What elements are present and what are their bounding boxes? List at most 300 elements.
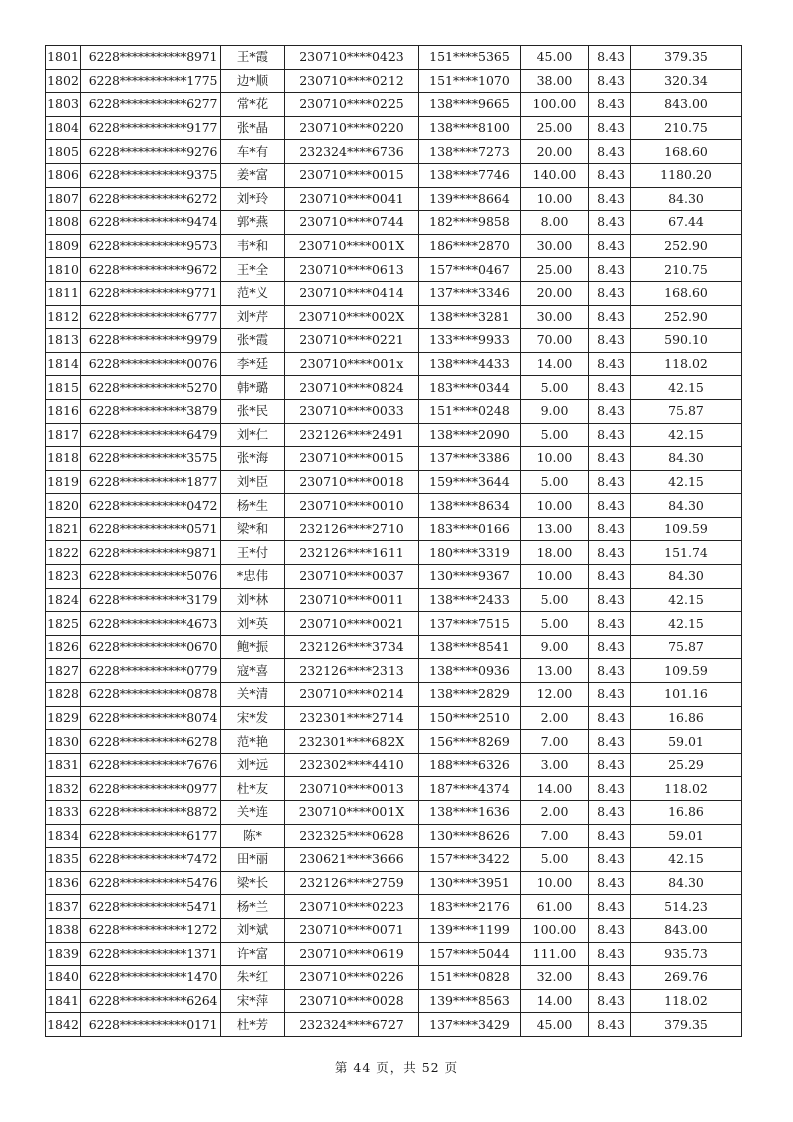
table-row bbox=[46, 541, 742, 565]
row-number-cell: 1832 bbox=[46, 777, 81, 801]
person-name-cell: 杨*生 bbox=[221, 494, 285, 518]
person-name-cell: 刘*仁 bbox=[221, 423, 285, 447]
quantity-cell: 9.00 bbox=[521, 399, 589, 423]
row-number-cell: 1829 bbox=[46, 706, 81, 730]
unit-price-cell: 8.43 bbox=[589, 494, 631, 518]
table-row bbox=[46, 211, 742, 235]
quantity-cell: 10.00 bbox=[521, 187, 589, 211]
phone-number-cell: 183****0166 bbox=[419, 517, 521, 541]
phone-number-cell: 151****0828 bbox=[419, 966, 521, 990]
phone-number-cell: 157****5044 bbox=[419, 942, 521, 966]
card-number-cell: 6228***********7676 bbox=[81, 753, 221, 777]
row-number-cell: 1840 bbox=[46, 966, 81, 990]
person-name-cell: 韩*璐 bbox=[221, 376, 285, 400]
id-number-cell: 232126****2313 bbox=[285, 659, 419, 683]
unit-price-cell: 8.43 bbox=[589, 895, 631, 919]
row-number-cell: 1842 bbox=[46, 1013, 81, 1037]
card-number-cell: 6228***********3179 bbox=[81, 588, 221, 612]
table-row bbox=[46, 730, 742, 754]
phone-number-cell: 138****2829 bbox=[419, 683, 521, 707]
quantity-cell: 3.00 bbox=[521, 753, 589, 777]
quantity-cell: 2.00 bbox=[521, 801, 589, 825]
amount-cell: 25.29 bbox=[631, 753, 742, 777]
card-number-cell: 6228***********6777 bbox=[81, 305, 221, 329]
unit-price-cell: 8.43 bbox=[589, 258, 631, 282]
table-row bbox=[46, 376, 742, 400]
amount-cell: 42.15 bbox=[631, 376, 742, 400]
id-number-cell: 230710****0013 bbox=[285, 777, 419, 801]
unit-price-cell: 8.43 bbox=[589, 211, 631, 235]
card-number-cell: 6228***********0779 bbox=[81, 659, 221, 683]
amount-cell: 118.02 bbox=[631, 352, 742, 376]
table-row bbox=[46, 565, 742, 589]
phone-number-cell: 138****1636 bbox=[419, 801, 521, 825]
card-number-cell: 6228***********0878 bbox=[81, 683, 221, 707]
unit-price-cell: 8.43 bbox=[589, 447, 631, 471]
phone-number-cell: 137****3429 bbox=[419, 1013, 521, 1037]
table-row bbox=[46, 163, 742, 187]
amount-cell: 109.59 bbox=[631, 517, 742, 541]
person-name-cell: *忠伟 bbox=[221, 565, 285, 589]
card-number-cell: 6228***********9672 bbox=[81, 258, 221, 282]
table-row bbox=[46, 494, 742, 518]
person-name-cell: 许*富 bbox=[221, 942, 285, 966]
table-row bbox=[46, 966, 742, 990]
phone-number-cell: 138****7273 bbox=[419, 140, 521, 164]
amount-cell: 59.01 bbox=[631, 824, 742, 848]
person-name-cell: 王*全 bbox=[221, 258, 285, 282]
table-row bbox=[46, 635, 742, 659]
quantity-cell: 25.00 bbox=[521, 116, 589, 140]
row-number-cell: 1831 bbox=[46, 753, 81, 777]
unit-price-cell: 8.43 bbox=[589, 541, 631, 565]
quantity-cell: 100.00 bbox=[521, 918, 589, 942]
phone-number-cell: 139****8563 bbox=[419, 989, 521, 1013]
id-number-cell: 230710****0613 bbox=[285, 258, 419, 282]
person-name-cell: 张*海 bbox=[221, 447, 285, 471]
table-row bbox=[46, 895, 742, 919]
person-name-cell: 鲍*振 bbox=[221, 635, 285, 659]
quantity-cell: 5.00 bbox=[521, 848, 589, 872]
unit-price-cell: 8.43 bbox=[589, 399, 631, 423]
phone-number-cell: 182****9858 bbox=[419, 211, 521, 235]
amount-cell: 84.30 bbox=[631, 447, 742, 471]
phone-number-cell: 150****2510 bbox=[419, 706, 521, 730]
row-number-cell: 1836 bbox=[46, 871, 81, 895]
unit-price-cell: 8.43 bbox=[589, 753, 631, 777]
row-number-cell: 1828 bbox=[46, 683, 81, 707]
id-number-cell: 230710****0011 bbox=[285, 588, 419, 612]
amount-cell: 379.35 bbox=[631, 1013, 742, 1037]
card-number-cell: 6228***********9177 bbox=[81, 116, 221, 140]
person-name-cell: 杜*芳 bbox=[221, 1013, 285, 1037]
row-number-cell: 1807 bbox=[46, 187, 81, 211]
amount-cell: 84.30 bbox=[631, 494, 742, 518]
quantity-cell: 61.00 bbox=[521, 895, 589, 919]
quantity-cell: 5.00 bbox=[521, 423, 589, 447]
amount-cell: 84.30 bbox=[631, 565, 742, 589]
table-row bbox=[46, 258, 742, 282]
row-number-cell: 1812 bbox=[46, 305, 81, 329]
quantity-cell: 5.00 bbox=[521, 470, 589, 494]
person-name-cell: 张*霞 bbox=[221, 329, 285, 353]
id-number-cell: 232325****0628 bbox=[285, 824, 419, 848]
quantity-cell: 45.00 bbox=[521, 46, 589, 70]
card-number-cell: 6228***********0571 bbox=[81, 517, 221, 541]
amount-cell: 514.23 bbox=[631, 895, 742, 919]
quantity-cell: 25.00 bbox=[521, 258, 589, 282]
person-name-cell: 陈* bbox=[221, 824, 285, 848]
row-number-cell: 1833 bbox=[46, 801, 81, 825]
row-number-cell: 1816 bbox=[46, 399, 81, 423]
person-name-cell: 张*晶 bbox=[221, 116, 285, 140]
row-number-cell: 1818 bbox=[46, 447, 81, 471]
unit-price-cell: 8.43 bbox=[589, 659, 631, 683]
phone-number-cell: 183****0344 bbox=[419, 376, 521, 400]
unit-price-cell: 8.43 bbox=[589, 730, 631, 754]
table-row bbox=[46, 281, 742, 305]
card-number-cell: 6228***********0076 bbox=[81, 352, 221, 376]
row-number-cell: 1813 bbox=[46, 329, 81, 353]
unit-price-cell: 8.43 bbox=[589, 140, 631, 164]
table-row bbox=[46, 234, 742, 258]
id-number-cell: 230710****0071 bbox=[285, 918, 419, 942]
card-number-cell: 6228***********6278 bbox=[81, 730, 221, 754]
card-number-cell: 6228***********8074 bbox=[81, 706, 221, 730]
table-row bbox=[46, 777, 742, 801]
quantity-cell: 5.00 bbox=[521, 588, 589, 612]
quantity-cell: 14.00 bbox=[521, 352, 589, 376]
amount-cell: 75.87 bbox=[631, 635, 742, 659]
card-number-cell: 6228***********9771 bbox=[81, 281, 221, 305]
quantity-cell: 2.00 bbox=[521, 706, 589, 730]
card-number-cell: 6228***********4673 bbox=[81, 612, 221, 636]
id-number-cell: 230710****001x bbox=[285, 352, 419, 376]
row-number-cell: 1801 bbox=[46, 46, 81, 70]
card-number-cell: 6228***********6177 bbox=[81, 824, 221, 848]
id-number-cell: 230710****0824 bbox=[285, 376, 419, 400]
quantity-cell: 30.00 bbox=[521, 305, 589, 329]
amount-cell: 151.74 bbox=[631, 541, 742, 565]
card-number-cell: 6228***********1272 bbox=[81, 918, 221, 942]
unit-price-cell: 8.43 bbox=[589, 706, 631, 730]
phone-number-cell: 138****2090 bbox=[419, 423, 521, 447]
card-number-cell: 6228***********1877 bbox=[81, 470, 221, 494]
row-number-cell: 1804 bbox=[46, 116, 81, 140]
phone-number-cell: 137****3386 bbox=[419, 447, 521, 471]
person-name-cell: 杜*友 bbox=[221, 777, 285, 801]
card-number-cell: 6228***********9979 bbox=[81, 329, 221, 353]
unit-price-cell: 8.43 bbox=[589, 612, 631, 636]
id-number-cell: 230710****0225 bbox=[285, 93, 419, 117]
table-row bbox=[46, 305, 742, 329]
amount-cell: 109.59 bbox=[631, 659, 742, 683]
id-number-cell: 232126****2759 bbox=[285, 871, 419, 895]
row-number-cell: 1834 bbox=[46, 824, 81, 848]
amount-cell: 101.16 bbox=[631, 683, 742, 707]
table-row bbox=[46, 399, 742, 423]
phone-number-cell: 138****4433 bbox=[419, 352, 521, 376]
quantity-cell: 38.00 bbox=[521, 69, 589, 93]
amount-cell: 252.90 bbox=[631, 305, 742, 329]
id-number-cell: 232301****2714 bbox=[285, 706, 419, 730]
id-number-cell: 230710****0619 bbox=[285, 942, 419, 966]
unit-price-cell: 8.43 bbox=[589, 565, 631, 589]
card-number-cell: 6228***********1775 bbox=[81, 69, 221, 93]
amount-cell: 210.75 bbox=[631, 116, 742, 140]
id-number-cell: 230710****0028 bbox=[285, 989, 419, 1013]
person-name-cell: 范*义 bbox=[221, 281, 285, 305]
amount-cell: 118.02 bbox=[631, 989, 742, 1013]
amount-cell: 42.15 bbox=[631, 423, 742, 447]
unit-price-cell: 8.43 bbox=[589, 163, 631, 187]
id-number-cell: 230621****3666 bbox=[285, 848, 419, 872]
phone-number-cell: 180****3319 bbox=[419, 541, 521, 565]
unit-price-cell: 8.43 bbox=[589, 46, 631, 70]
unit-price-cell: 8.43 bbox=[589, 116, 631, 140]
card-number-cell: 6228***********9573 bbox=[81, 234, 221, 258]
id-number-cell: 230710****0744 bbox=[285, 211, 419, 235]
phone-number-cell: 130****9367 bbox=[419, 565, 521, 589]
phone-number-cell: 157****0467 bbox=[419, 258, 521, 282]
id-number-cell: 230710****0015 bbox=[285, 447, 419, 471]
card-number-cell: 6228***********6264 bbox=[81, 989, 221, 1013]
quantity-cell: 14.00 bbox=[521, 777, 589, 801]
phone-number-cell: 138****7746 bbox=[419, 163, 521, 187]
table-row bbox=[46, 470, 742, 494]
unit-price-cell: 8.43 bbox=[589, 470, 631, 494]
phone-number-cell: 138****8100 bbox=[419, 116, 521, 140]
person-name-cell: 刘*斌 bbox=[221, 918, 285, 942]
id-number-cell: 232126****2491 bbox=[285, 423, 419, 447]
id-number-cell: 230710****001X bbox=[285, 234, 419, 258]
unit-price-cell: 8.43 bbox=[589, 777, 631, 801]
quantity-cell: 20.00 bbox=[521, 140, 589, 164]
amount-cell: 269.76 bbox=[631, 966, 742, 990]
person-name-cell: 边*顺 bbox=[221, 69, 285, 93]
person-name-cell: 刘*芹 bbox=[221, 305, 285, 329]
table-row bbox=[46, 329, 742, 353]
card-number-cell: 6228***********8971 bbox=[81, 46, 221, 70]
person-name-cell: 韦*和 bbox=[221, 234, 285, 258]
id-number-cell: 230710****0033 bbox=[285, 399, 419, 423]
quantity-cell: 10.00 bbox=[521, 871, 589, 895]
person-name-cell: 刘*玲 bbox=[221, 187, 285, 211]
phone-number-cell: 138****2433 bbox=[419, 588, 521, 612]
quantity-cell: 30.00 bbox=[521, 234, 589, 258]
row-number-cell: 1837 bbox=[46, 895, 81, 919]
person-name-cell: 刘*英 bbox=[221, 612, 285, 636]
table-row bbox=[46, 352, 742, 376]
amount-cell: 59.01 bbox=[631, 730, 742, 754]
amount-cell: 118.02 bbox=[631, 777, 742, 801]
amount-cell: 590.10 bbox=[631, 329, 742, 353]
phone-number-cell: 137****7515 bbox=[419, 612, 521, 636]
id-number-cell: 230710****0220 bbox=[285, 116, 419, 140]
amount-cell: 1180.20 bbox=[631, 163, 742, 187]
card-number-cell: 6228***********6479 bbox=[81, 423, 221, 447]
card-number-cell: 6228***********6277 bbox=[81, 93, 221, 117]
table-row bbox=[46, 683, 742, 707]
unit-price-cell: 8.43 bbox=[589, 942, 631, 966]
amount-cell: 843.00 bbox=[631, 93, 742, 117]
table-row bbox=[46, 871, 742, 895]
row-number-cell: 1805 bbox=[46, 140, 81, 164]
table-row bbox=[46, 423, 742, 447]
unit-price-cell: 8.43 bbox=[589, 635, 631, 659]
person-name-cell: 范*艳 bbox=[221, 730, 285, 754]
amount-cell: 42.15 bbox=[631, 848, 742, 872]
person-name-cell: 王*霞 bbox=[221, 46, 285, 70]
table-row bbox=[46, 824, 742, 848]
table-row bbox=[46, 116, 742, 140]
amount-cell: 16.86 bbox=[631, 706, 742, 730]
unit-price-cell: 8.43 bbox=[589, 281, 631, 305]
id-number-cell: 230710****0212 bbox=[285, 69, 419, 93]
table-row bbox=[46, 942, 742, 966]
person-name-cell: 刘*远 bbox=[221, 753, 285, 777]
row-number-cell: 1810 bbox=[46, 258, 81, 282]
phone-number-cell: 138****0936 bbox=[419, 659, 521, 683]
card-number-cell: 6228***********0171 bbox=[81, 1013, 221, 1037]
phone-number-cell: 157****3422 bbox=[419, 848, 521, 872]
row-number-cell: 1808 bbox=[46, 211, 81, 235]
card-number-cell: 6228***********5476 bbox=[81, 871, 221, 895]
card-number-cell: 6228***********1371 bbox=[81, 942, 221, 966]
unit-price-cell: 8.43 bbox=[589, 1013, 631, 1037]
id-number-cell: 232126****3734 bbox=[285, 635, 419, 659]
unit-price-cell: 8.43 bbox=[589, 234, 631, 258]
person-name-cell: 刘*臣 bbox=[221, 470, 285, 494]
table-row bbox=[46, 140, 742, 164]
id-number-cell: 232324****6727 bbox=[285, 1013, 419, 1037]
phone-number-cell: 156****8269 bbox=[419, 730, 521, 754]
table-row bbox=[46, 612, 742, 636]
phone-number-cell: 151****1070 bbox=[419, 69, 521, 93]
amount-cell: 42.15 bbox=[631, 612, 742, 636]
phone-number-cell: 138****8541 bbox=[419, 635, 521, 659]
id-number-cell: 230710****001X bbox=[285, 801, 419, 825]
phone-number-cell: 159****3644 bbox=[419, 470, 521, 494]
quantity-cell: 14.00 bbox=[521, 989, 589, 1013]
amount-cell: 84.30 bbox=[631, 187, 742, 211]
unit-price-cell: 8.43 bbox=[589, 918, 631, 942]
card-number-cell: 6228***********9474 bbox=[81, 211, 221, 235]
row-number-cell: 1823 bbox=[46, 565, 81, 589]
table-row bbox=[46, 187, 742, 211]
amount-cell: 42.15 bbox=[631, 470, 742, 494]
unit-price-cell: 8.43 bbox=[589, 305, 631, 329]
phone-number-cell: 139****1199 bbox=[419, 918, 521, 942]
phone-number-cell: 186****2870 bbox=[419, 234, 521, 258]
card-number-cell: 6228***********8872 bbox=[81, 801, 221, 825]
person-name-cell: 宋*发 bbox=[221, 706, 285, 730]
person-name-cell: 李*廷 bbox=[221, 352, 285, 376]
person-name-cell: 朱*红 bbox=[221, 966, 285, 990]
quantity-cell: 32.00 bbox=[521, 966, 589, 990]
amount-cell: 42.15 bbox=[631, 588, 742, 612]
card-number-cell: 6228***********5471 bbox=[81, 895, 221, 919]
unit-price-cell: 8.43 bbox=[589, 329, 631, 353]
card-number-cell: 6228***********5076 bbox=[81, 565, 221, 589]
quantity-cell: 7.00 bbox=[521, 824, 589, 848]
quantity-cell: 13.00 bbox=[521, 659, 589, 683]
card-number-cell: 6228***********9276 bbox=[81, 140, 221, 164]
card-number-cell: 6228***********5270 bbox=[81, 376, 221, 400]
table-row bbox=[46, 801, 742, 825]
card-number-cell: 6228***********3575 bbox=[81, 447, 221, 471]
phone-number-cell: 130****3951 bbox=[419, 871, 521, 895]
phone-number-cell: 138****8634 bbox=[419, 494, 521, 518]
person-name-cell: 关*清 bbox=[221, 683, 285, 707]
id-number-cell: 230710****002X bbox=[285, 305, 419, 329]
id-number-cell: 230710****0226 bbox=[285, 966, 419, 990]
table-row bbox=[46, 706, 742, 730]
card-number-cell: 6228***********1470 bbox=[81, 966, 221, 990]
person-name-cell: 车*有 bbox=[221, 140, 285, 164]
card-number-cell: 6228***********7472 bbox=[81, 848, 221, 872]
table-row bbox=[46, 1013, 742, 1037]
amount-cell: 84.30 bbox=[631, 871, 742, 895]
person-name-cell: 姜*富 bbox=[221, 163, 285, 187]
id-number-cell: 230710****0423 bbox=[285, 46, 419, 70]
quantity-cell: 100.00 bbox=[521, 93, 589, 117]
person-name-cell: 梁*长 bbox=[221, 871, 285, 895]
phone-number-cell: 151****0248 bbox=[419, 399, 521, 423]
unit-price-cell: 8.43 bbox=[589, 966, 631, 990]
row-number-cell: 1817 bbox=[46, 423, 81, 447]
id-number-cell: 230710****0021 bbox=[285, 612, 419, 636]
table-body bbox=[46, 46, 742, 1037]
table-row bbox=[46, 46, 742, 70]
id-number-cell: 232126****1611 bbox=[285, 541, 419, 565]
table-row bbox=[46, 753, 742, 777]
quantity-cell: 45.00 bbox=[521, 1013, 589, 1037]
id-number-cell: 230710****0015 bbox=[285, 163, 419, 187]
card-number-cell: 6228***********3879 bbox=[81, 399, 221, 423]
quantity-cell: 70.00 bbox=[521, 329, 589, 353]
phone-number-cell: 188****6326 bbox=[419, 753, 521, 777]
phone-number-cell: 151****5365 bbox=[419, 46, 521, 70]
card-number-cell: 6228***********0472 bbox=[81, 494, 221, 518]
phone-number-cell: 130****8626 bbox=[419, 824, 521, 848]
unit-price-cell: 8.43 bbox=[589, 352, 631, 376]
row-number-cell: 1803 bbox=[46, 93, 81, 117]
row-number-cell: 1838 bbox=[46, 918, 81, 942]
quantity-cell: 111.00 bbox=[521, 942, 589, 966]
unit-price-cell: 8.43 bbox=[589, 824, 631, 848]
phone-number-cell: 138****3281 bbox=[419, 305, 521, 329]
amount-cell: 935.73 bbox=[631, 942, 742, 966]
phone-number-cell: 139****8664 bbox=[419, 187, 521, 211]
quantity-cell: 18.00 bbox=[521, 541, 589, 565]
unit-price-cell: 8.43 bbox=[589, 187, 631, 211]
person-name-cell: 刘*林 bbox=[221, 588, 285, 612]
quantity-cell: 7.00 bbox=[521, 730, 589, 754]
amount-cell: 168.60 bbox=[631, 140, 742, 164]
row-number-cell: 1841 bbox=[46, 989, 81, 1013]
person-name-cell: 张*民 bbox=[221, 399, 285, 423]
quantity-cell: 140.00 bbox=[521, 163, 589, 187]
table-row bbox=[46, 69, 742, 93]
row-number-cell: 1814 bbox=[46, 352, 81, 376]
row-number-cell: 1802 bbox=[46, 69, 81, 93]
id-number-cell: 232324****6736 bbox=[285, 140, 419, 164]
person-name-cell: 郭*燕 bbox=[221, 211, 285, 235]
amount-cell: 75.87 bbox=[631, 399, 742, 423]
id-number-cell: 232126****2710 bbox=[285, 517, 419, 541]
unit-price-cell: 8.43 bbox=[589, 93, 631, 117]
